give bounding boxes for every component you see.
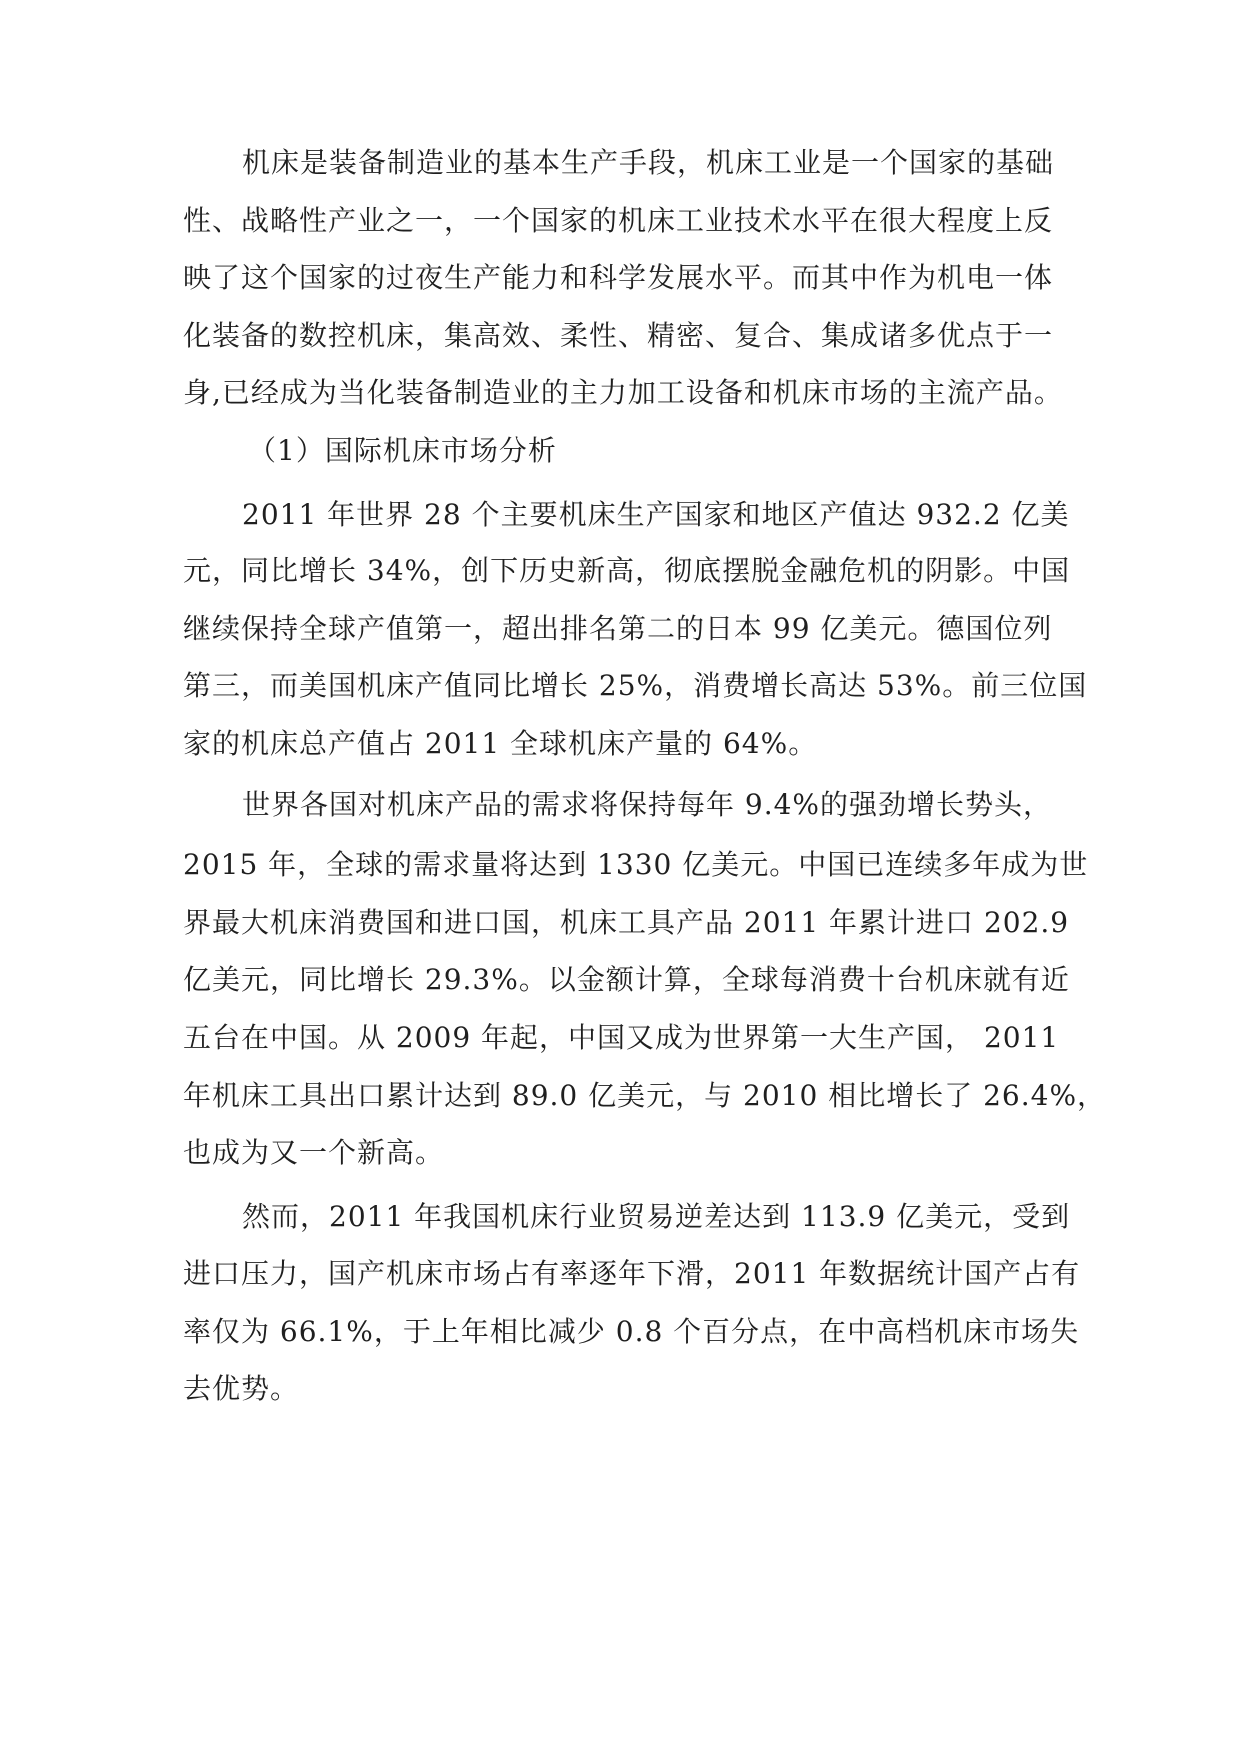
paragraph-2-line-5: 家的机床总产值占 2011 全球机床产量的 64%。 [183, 727, 818, 760]
paragraph-3-line-6: 年机床工具出口累计达到 89.0 亿美元，与 2010 相比增长了 26.4%， [183, 1079, 1107, 1112]
paragraph-2-line-2: 元，同比增长 34%，创下历史新高，彻底摆脱金融危机的阴影。中国 [183, 554, 1071, 587]
paragraph-1-line-1: 机床是装备制造业的基本生产手段，机床工业是一个国家的基础 [242, 146, 1055, 179]
paragraph-4-line-3: 率仅为 66.1%，于上年相比减少 0.8 个百分点，在中高档机床市场失 [183, 1315, 1080, 1348]
paragraph-1-line-3: 映了这个国家的过夜生产能力和科学发展水平。而其中作为机电一体 [183, 261, 1054, 294]
paragraph-4-line-1: 然而，2011 年我国机床行业贸易逆差达到 113.9 亿美元，受到 [242, 1200, 1071, 1233]
paragraph-3-line-5: 五台在中国。从 2009 年起，中国又成为世界第一大生产国， 2011 [183, 1021, 1060, 1054]
paragraph-2-line-4: 第三，而美国机床产值同比增长 25%，消费增长高达 53%。前三位国 [183, 669, 1088, 702]
paragraph-3-line-3: 界最大机床消费国和进口国，机床工具产品 2011 年累计进口 202.9 [183, 906, 1070, 939]
paragraph-3-line-4: 亿美元，同比增长 29.3%。以金额计算，全球每消费十台机床就有近 [183, 963, 1070, 996]
paragraph-2-line-3: 继续保持全球产值第一，超出排名第二的日本 99 亿美元。德国位列 [183, 612, 1053, 645]
paragraph-1-line-2: 性、战略性产业之一，一个国家的机床工业技术水平在很大程度上反 [183, 204, 1054, 237]
paragraph-1-line-5: 身,已经成为当化装备制造业的主力加工设备和机床市场的主流产品。 [183, 376, 1063, 409]
paragraph-4-line-2: 进口压力，国产机床市场占有率逐年下滑，2011 年数据统计国产占有 [183, 1257, 1081, 1290]
paragraph-3-line-1: 世界各国对机床产品的需求将保持每年 9.4%的强劲增长势头， [242, 788, 1053, 821]
paragraph-3-line-2: 2015 年，全球的需求量将达到 1330 亿美元。中国已连续多年成为世 [183, 848, 1089, 881]
paragraph-4-line-4: 去优势。 [183, 1372, 300, 1405]
paragraph-2-line-1: 2011 年世界 28 个主要机床生产国家和地区产值达 932.2 亿美 [242, 498, 1070, 531]
paragraph-3-line-7: 也成为又一个新高。 [183, 1136, 445, 1169]
paragraph-1-line-4: 化装备的数控机床，集高效、柔性、精密、复合、集成诸多优点于一 [183, 319, 1054, 352]
section-heading: （1）国际机床市场分析 [248, 434, 557, 467]
